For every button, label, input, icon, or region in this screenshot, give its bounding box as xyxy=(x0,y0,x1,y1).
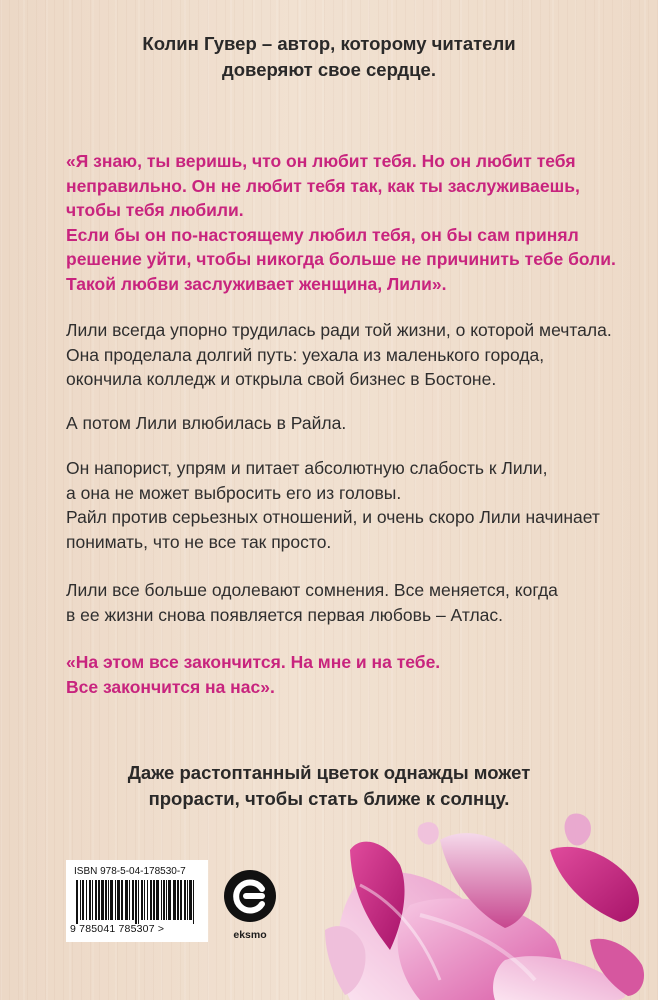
bottom-tagline xyxy=(0,760,658,812)
barcode-bar xyxy=(168,880,171,920)
barcode-bar xyxy=(121,880,123,920)
barcode-bar xyxy=(82,880,84,920)
barcode-bar xyxy=(76,880,78,924)
barcode-bar xyxy=(98,880,100,920)
barcode-bar xyxy=(89,880,91,920)
barcode-bar xyxy=(117,880,120,920)
barcode-bar xyxy=(177,880,179,920)
barcode-bar xyxy=(110,880,113,920)
paragraph-line: в ее жизни снова появляется первая любовь – Атлас. xyxy=(66,604,504,625)
barcode-bar xyxy=(115,880,116,920)
isbn-label: ISBN 978-5-04-178530-7 xyxy=(74,866,186,877)
paragraph-line: окончила колледж и открыла свой бизнес в Бостоне. xyxy=(66,369,497,389)
quote-line: решение уйти, чтобы никогда больше не причинить тебе боли. xyxy=(66,249,616,269)
quote-line: «На этом все закончится. На мне и на тебе. xyxy=(66,652,441,672)
barcode-bar xyxy=(138,880,139,924)
barcode-digits: 9 785041 785307 > xyxy=(70,923,165,935)
barcode-bar xyxy=(161,880,162,920)
top-tagline-line: Колин Гувер – автор, которому читатели xyxy=(142,33,516,54)
quote-line: неправильно. Он не любит тебя так, как ты заслуживаешь, xyxy=(66,175,580,196)
description-paragraph xyxy=(66,456,646,554)
publisher-name: eksmo xyxy=(233,929,267,941)
paragraph-line: а она не может выбросить его из головы. xyxy=(66,482,402,503)
barcode-bar xyxy=(135,880,137,924)
paragraph-line: понимать, что не все так просто. xyxy=(66,531,332,552)
closing-quote xyxy=(66,650,646,699)
barcode-bar xyxy=(108,880,109,920)
paragraph-line: А потом Лили влюбилась в Райла. xyxy=(66,413,347,433)
barcode-bar xyxy=(173,880,176,920)
barcode-bar xyxy=(132,880,134,920)
bottom-tagline-line: Даже растоптанный цветок однажды может xyxy=(127,762,531,783)
top-tagline xyxy=(0,31,658,83)
paragraph-line: Она проделала долгий путь: уехала из маленького города, xyxy=(66,344,545,365)
description-paragraph xyxy=(66,578,646,627)
barcode xyxy=(66,860,208,942)
paragraph-line: Лили все больше одолевают сомнения. Все меняется, когда xyxy=(66,580,558,600)
paragraph-line: Он напорист, упрям и питает абсолютную слабость к Лили, xyxy=(66,458,548,478)
quote-line: чтобы тебя любили. xyxy=(66,200,244,220)
barcode-bar xyxy=(147,880,148,920)
barcode-bar xyxy=(125,880,128,920)
barcode-bar xyxy=(150,880,152,920)
description-paragraph xyxy=(66,411,646,436)
quote-line: Если бы он по-настоящему любил тебя, он бы сам принял xyxy=(66,224,579,245)
barcode-bar xyxy=(141,880,143,920)
barcode-bar xyxy=(163,880,165,920)
barcode-bar xyxy=(187,880,188,920)
quote-line: Такой любви заслуживает женщина, Лили». xyxy=(66,273,447,294)
flower-petals-illustration xyxy=(290,810,658,1000)
barcode-bar xyxy=(105,880,107,920)
paragraph-line: Лили всегда упорно трудилась ради той жизни, о которой мечтала. xyxy=(66,320,612,340)
barcode-bar xyxy=(95,880,97,920)
top-tagline-line: доверяют свое сердце. xyxy=(222,59,436,80)
barcode-bar xyxy=(129,880,130,920)
barcode-bars xyxy=(76,880,198,924)
barcode-bar xyxy=(156,880,159,920)
barcode-bar xyxy=(101,880,104,920)
barcode-bar xyxy=(193,880,194,924)
main-quote xyxy=(66,149,646,296)
barcode-bar xyxy=(86,880,87,920)
petal xyxy=(418,822,439,845)
barcode-bar xyxy=(184,880,186,920)
barcode-bar xyxy=(189,880,192,920)
quote-line: Все закончится на нас». xyxy=(66,676,275,697)
barcode-bar xyxy=(92,880,93,920)
petal xyxy=(550,847,639,922)
petal xyxy=(565,814,591,846)
quote-line: «Я знаю, ты веришь, что он любит тебя. Но он любит тебя xyxy=(66,151,576,171)
paragraph-line: Райл против серьезных отношений, и очень скоро Лили начинает xyxy=(66,507,600,527)
bottom-tagline-line: прорасти, чтобы стать ближе к солнцу. xyxy=(148,788,510,809)
barcode-bar xyxy=(144,880,145,920)
barcode-bar xyxy=(153,880,155,920)
description-paragraph xyxy=(66,318,646,392)
barcode-bar xyxy=(180,880,182,920)
barcode-bar xyxy=(80,880,81,920)
barcode-bar xyxy=(166,880,167,920)
